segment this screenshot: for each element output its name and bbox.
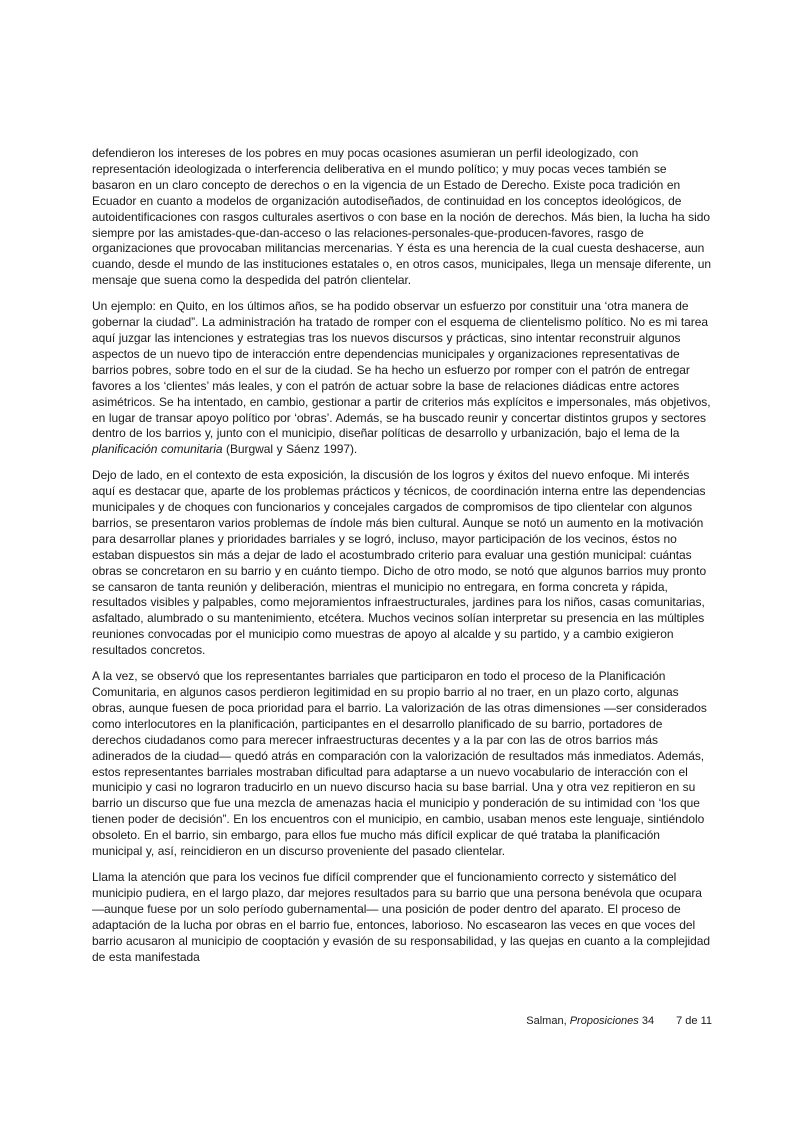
footer-author: Salman, (526, 1015, 567, 1027)
paragraph-2-text-before: Un ejemplo: en Quito, en los últimos años, se ha podido observar un esfuerzo por constituir una ‘otra manera de gobernar la ciudad”. La administración ha tratado de romper con el esquema de clientelismo político. No es mi tarea aquí juzgar las intenciones y estrategias tras los nuevos discursos y prácticas, sino intentar reconstruir algunos aspectos de un nuevo tipo de interacción entre dependencias municipales y organizaciones representativas de barrios pobres, sobre todo en el sur de la ciudad. Se ha hecho un esfuerzo por romper con el patrón de entregar favores a los ‘clientes’ más leales, y con el patrón de actuar sobre la base de relaciones diádicas entre actores asimétricos. Se ha intentado, en cambio, gestionar a partir de criterios más explícitos e impersonales, más objetivos, en lugar de transar apoyo político por ‘obras’. Además, se ha buscado reunir y concertar distintos grupos y sectores dentro de los barrios y, junto con el municipio, diseñar políticas de desarrollo y urbanización, bajo el lema de la (92, 299, 711, 441)
paragraph-2 (92, 299, 712, 458)
paragraph-2-italic-term: planificación comunitaria (92, 442, 223, 457)
footer-issue: 34 (641, 1015, 655, 1027)
page-footer (520, 1014, 712, 1028)
document-body (92, 146, 712, 975)
footer-page-number: 7 de 11 (676, 1015, 712, 1027)
paragraph-1: defendieron los intereses de los pobres en muy pocas ocasiones asumieran un perfil ideologizado, con representación ideologizada o interferencia deliberativa en el mundo político; y muy pocas veces también se basaron en un claro concepto de derechos o en la vigencia de un Estado de Derecho. Existe poca tradición en Ecuador en cuanto a modelos de organización autodiseñados, de continuidad en los conceptos ideológicos, de autoidentificaciones con rasgos culturales asertivos o con base en la noción de derechos. Más bien, la lucha ha sido siempre por las amistades-que-dan-acceso o las relaciones-personales-que-producen-favores, rasgo de organizaciones que provocaban militancias mercenarias. Y ésta es una herencia de la cual cuesta deshacerse, aun cuando, desde el mundo de las instituciones estatales o, en otros casos, municipales, llega un mensaje diferente, un mensaje que suena como la despedida del patrón clientelar. (92, 146, 712, 288)
paragraph-2-text-after: (Burgwal y Sáenz 1997). (222, 442, 358, 457)
footer-journal: Proposiciones (569, 1015, 639, 1027)
paragraph-5: Llama la atención que para los vecinos fue difícil comprender que el funcionamiento correcto y sistemático del municipio pudiera, en el largo plazo, dar mejores resultados para su barrio que una persona benévola que ocupara —aunque fuese por un solo período gubernamental— una posición de poder dentro del aparato. El proceso de adaptación de la lucha por obras en el barrio fue, entonces, laborioso. No escasearon las veces en que voces del barrio acusaron al municipio de cooptación y evasión de su responsabilidad, y las quejas en cuanto a la complejidad de esta manifestada (92, 869, 711, 964)
footer-citation (526, 1015, 654, 1027)
paragraph-3: Dejo de lado, en el contexto de esta exposición, la discusión de los logros y éxitos del nuevo enfoque. Mi interés aquí es destacar que, aparte de los problemas prácticos y técnicos, de coordinación interna entre las dependencias municipales y de choques con funcionarios y concejales cargados de compromisos de tipo clientelar con algunos barrios, se presentaron varios problemas de índole más bien cultural. Aunque se notó un aumento en la motivación para desarrollar planes y prioridades barriales y se logró, incluso, mayor participación de los vecinos, éstos no estaban dispuestos sin más a dejar de lado el acostumbrado criterio para evaluar una gestión municipal: cuántas obras se concretaron en su barrio y en cuánto tiempo. Dicho de otro modo, se notó que algunos barrios muy pronto se cansaron de tanta reunión y deliberación, mientras el municipio no entregara, en forma concreta y rápida, resultados visibles y palpables, como mejoramientos infraestructurales, jardines para los niños, casas comunitarias, asfaltado, alumbrado o su mantenimiento, etcétera. Muchos vecinos solían interpretar su presencia en las múltiples reuniones convocadas por el municipio como muestras de apoyo al alcalde y su partido, y a cambio exigieron resultados concretos. (92, 468, 707, 658)
paragraph-4: A la vez, se observó que los representantes barriales que participaron en todo el proceso de la Planificación Comunitaria, en algunos casos perdieron legitimidad en su propio barrio al no traer, en un plazo corto, algunas obras, aunque fuesen de poca prioridad para el barrio. La valorización de las otras dimensiones —ser considerados como interlocutores en la planificación, participantes en el desarrollo planificado de su barrio, portadores de derechos ciudadanos como para merecer infraestructuras decentes y a la par con las de otros barrios más adinerados de la ciudad— quedó atrás en comparación con la valorización de resultados más inmediatos. Además, estos representantes barriales mostraban dificultad para adaptarse a un nuevo vocabulario de interacción con el municipio y casi no lograron traducirlo en un nuevo discurso hacia su base barrial. Una y otra vez repitieron en su barrio un discurso que fue una mezcla de amenazas hacia el municipio y ponderación de su intimidad con ‘los que tienen poder de decisión”. En los encuentros con el municipio, en cambio, usaban menos este lenguaje, sintiéndolo obsoleto. En el barrio, sin embargo, para ellos fue mucho más difícil explicar de qué trataba la planificación municipal y, así, reincidieron en un discurso proveniente del pasado clientelar. (92, 669, 707, 859)
